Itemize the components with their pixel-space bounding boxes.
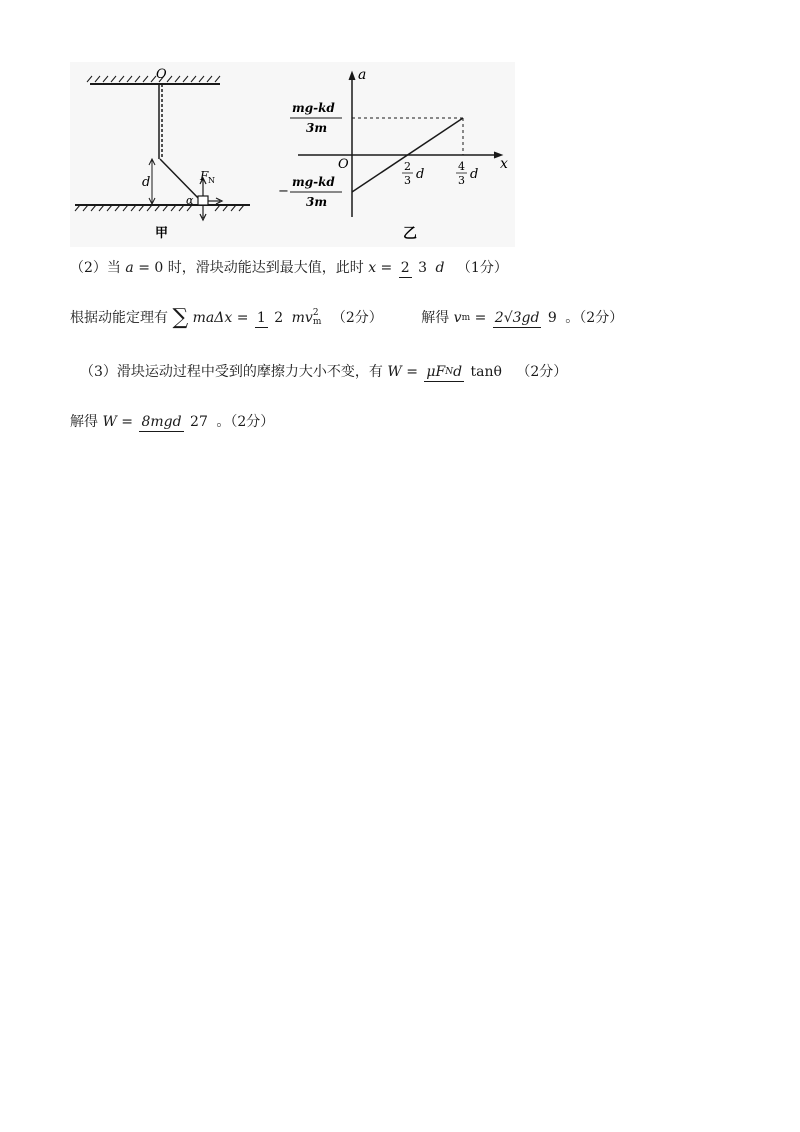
theorem-mv-scripts — [313, 309, 322, 327]
answer-3-frac-den: tanθ — [470, 364, 502, 380]
answer-2-eq-zero: = 0 时，滑块动能达到最大值，此时 — [138, 260, 364, 276]
tick1-var: d — [416, 167, 425, 182]
answer-2-x-var: x — [368, 260, 377, 276]
theorem-solve: 解得 — [421, 310, 450, 326]
answer-2-eq: = — [380, 260, 393, 276]
answer-3-num-mu: μF — [426, 363, 446, 380]
figures-svg — [70, 62, 515, 247]
axis-a-label: a — [358, 67, 367, 83]
y-axis-arrow — [349, 72, 355, 80]
neg-den-label: 3m — [306, 195, 328, 209]
theorem-vm-num: 2√3gd — [494, 309, 540, 326]
axis-x-label: x — [500, 156, 508, 172]
theorem-prefix: 根据动能定理有 — [70, 310, 168, 326]
answer-3-w-var: W — [387, 364, 402, 380]
figures-panel — [70, 62, 515, 247]
theorem-v-sub: m — [312, 317, 322, 327]
result-frac-den: 27 — [190, 414, 208, 430]
theorem-mv: mv — [291, 310, 313, 326]
theorem-half-num: 1 — [256, 309, 266, 326]
answer-3-line — [80, 362, 800, 382]
answer-2-prefix: （2）当 — [70, 260, 121, 276]
theorem-eq2: = — [474, 310, 487, 326]
neg-sign-label: − — [278, 184, 289, 199]
result-fraction — [139, 412, 209, 432]
answer-3-eq: = — [406, 364, 418, 380]
answer-2-score: （1分） — [456, 260, 508, 276]
result-frac-num: 8mgd — [141, 413, 182, 430]
tick2-var: d — [470, 167, 479, 182]
point-o-label: O — [156, 67, 167, 82]
answer-3-score: （2分） — [516, 364, 568, 380]
theorem-line — [70, 305, 800, 330]
theorem-vm-fraction — [493, 308, 559, 328]
pos-den-label: 3m — [306, 121, 328, 135]
answer-2-d-var: d — [435, 260, 445, 276]
answer-3-frac-num — [424, 363, 464, 382]
result-prefix: 解得 — [70, 414, 98, 430]
theorem-vm-den: 9 — [547, 310, 557, 326]
tick1-den: 3 — [404, 174, 411, 187]
neg-num-label: mg-kd — [292, 175, 335, 189]
answer-3-fraction — [424, 362, 504, 382]
tick2-den: 3 — [458, 174, 465, 187]
answer-2-line — [70, 258, 800, 278]
result-end: 。（2分） — [216, 414, 275, 430]
rope-inclined — [160, 159, 202, 202]
pos-num-label: mg-kd — [292, 101, 335, 115]
theorem-ma: maΔx — [192, 310, 233, 326]
answer-3-prefix: （3）滑块运动过程中受到的摩擦力大小不变，有 — [80, 364, 383, 380]
ceiling-hatch — [87, 76, 220, 82]
caption-jia: 甲 — [155, 226, 169, 241]
tick2-num: 4 — [458, 160, 465, 173]
alpha-label: α — [186, 194, 194, 207]
theorem-score: （2分） — [331, 310, 383, 326]
origin-label: O — [338, 157, 349, 172]
caption-yi: 乙 — [403, 226, 417, 242]
d-label: d — [142, 175, 151, 190]
result-line — [70, 412, 800, 432]
theorem-half-den: 2 — [274, 310, 284, 326]
fn-label: F — [200, 169, 209, 183]
answer-2-frac-den: 3 — [418, 260, 428, 276]
answer-2-a-var: a — [125, 260, 134, 276]
theorem-v-var: v — [453, 310, 462, 326]
theorem-end: 。（2分） — [565, 310, 624, 326]
answer-3-num-d: d — [453, 363, 463, 380]
result-eq: = — [121, 414, 134, 430]
theorem-half-fraction — [255, 308, 285, 328]
answer-3-num-sub: N — [445, 366, 454, 377]
figure-yi — [278, 67, 508, 242]
figure-jia — [75, 67, 250, 241]
answer-2-fraction — [399, 258, 429, 278]
fn-sub-label: N — [208, 176, 215, 185]
theorem-v-sup: 2 — [312, 308, 319, 318]
result-w-var: W — [102, 414, 117, 430]
theorem-sigma: ∑ — [172, 305, 189, 330]
tick1-num: 2 — [404, 160, 411, 173]
answer-2-frac-num: 2 — [400, 259, 410, 276]
theorem-vm-sub: m — [461, 313, 471, 323]
slider-block — [198, 196, 208, 205]
theorem-eq: = — [236, 310, 249, 326]
